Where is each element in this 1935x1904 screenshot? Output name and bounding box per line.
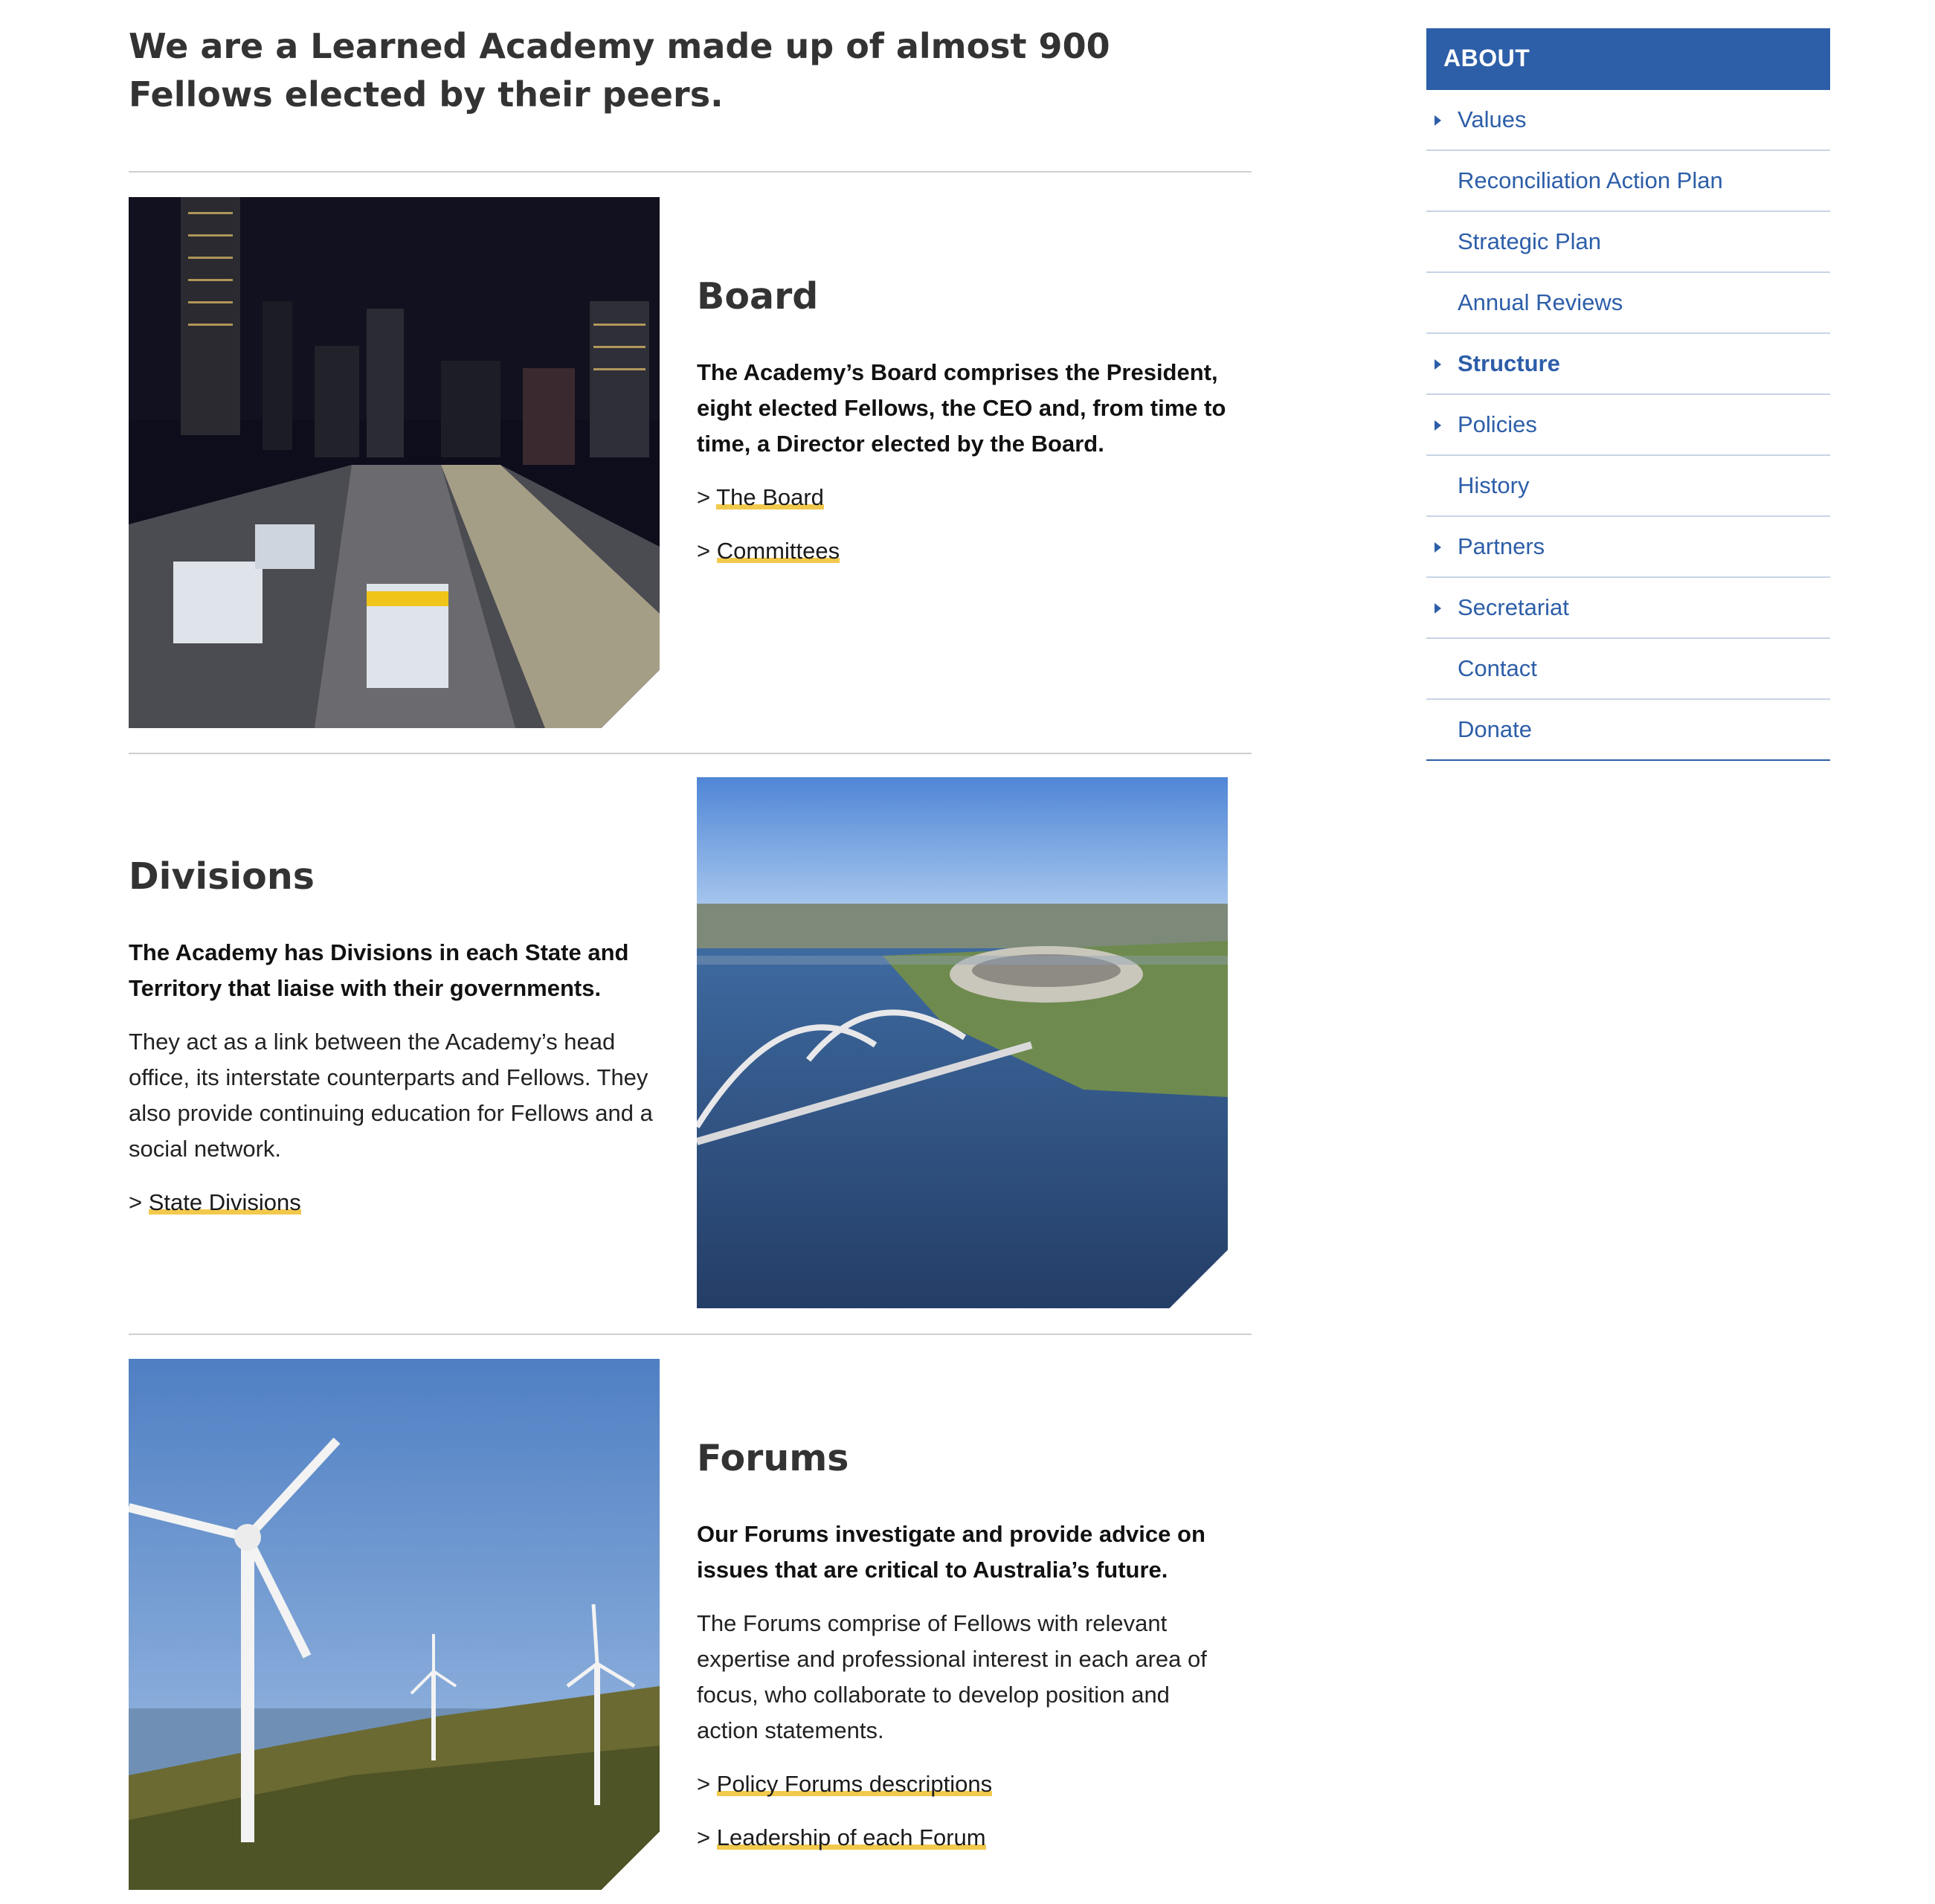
page-intro: We are a Learned Academy made up of almost 900 Fellows elected by their peers. xyxy=(129,26,1110,115)
sidebar-item-label: History xyxy=(1458,472,1530,498)
divisions-body: They act as a link between the Academy’s head office, its interstate counterparts and Fellows. They also provide continuing education for Fellows and a social network. xyxy=(129,1028,653,1162)
divisions-section xyxy=(129,855,660,1238)
sidebar-item-label: Donate xyxy=(1458,716,1532,742)
sidebar-item-label: Strategic Plan xyxy=(1458,228,1601,254)
sidebar-item-label: Partners xyxy=(1458,533,1545,559)
link-committees[interactable]: Committees xyxy=(716,537,840,564)
link-state-divisions-row xyxy=(129,1185,660,1220)
sidebar-item-label: Reconciliation Action Plan xyxy=(1458,167,1723,193)
sidebar-item-label: Values xyxy=(1458,106,1527,132)
forums-body: The Forums comprise of Fellows with relevant expertise and professional interest in each area of focus, who collaborate to develop position and action statements. xyxy=(697,1609,1207,1743)
link-forum-leadership-row xyxy=(697,1820,1228,1856)
sidebar-item-secretariat[interactable] xyxy=(1426,578,1830,639)
caret-right-icon xyxy=(1435,115,1441,126)
link-prefix: > xyxy=(697,1770,711,1797)
board-lead: The Academy’s Board comprises the President, eight elected Fellows, the CEO and, from time to time, a Director elected by the Board. xyxy=(697,358,1226,457)
forums-photo-wind-turbines xyxy=(129,1359,660,1890)
sidebar-item-label: Contact xyxy=(1458,655,1537,681)
divider xyxy=(129,753,1252,754)
sidebar-item-label: Annual Reviews xyxy=(1458,289,1623,315)
sidebar-item-partners[interactable] xyxy=(1426,517,1830,578)
caret-right-icon xyxy=(1435,420,1441,431)
sidebar-heading[interactable]: ABOUT xyxy=(1426,28,1830,90)
sidebar-item-donate[interactable] xyxy=(1426,700,1830,761)
sidebar-item-label: Secretariat xyxy=(1458,594,1569,620)
divisions-lead: The Academy has Divisions in each State and Territory that liaise with their governments. xyxy=(129,939,629,1001)
forums-lead: Our Forums investigate and provide advice on issues that are critical to Australia’s future. xyxy=(697,1520,1205,1583)
sidebar-item-contact[interactable] xyxy=(1426,639,1830,700)
sidebar-item-annual-reviews[interactable] xyxy=(1426,273,1830,334)
caret-right-icon xyxy=(1435,359,1441,370)
link-the-board[interactable]: The Board xyxy=(716,483,824,510)
divisions-title: Divisions xyxy=(129,855,315,898)
sidebar-item-history[interactable] xyxy=(1426,456,1830,517)
sidebar-item-label: Structure xyxy=(1458,350,1560,376)
link-policy-forums-descriptions[interactable]: Policy Forums descriptions xyxy=(716,1770,993,1797)
link-prefix: > xyxy=(697,483,711,510)
link-committees-row xyxy=(697,533,1228,569)
divisions-photo-stadium-river xyxy=(697,777,1228,1308)
link-leadership-of-each-forum[interactable]: Leadership of each Forum xyxy=(716,1824,986,1850)
caret-right-icon xyxy=(1435,542,1441,553)
sidebar-item-values[interactable] xyxy=(1426,90,1830,151)
link-prefix: > xyxy=(697,537,711,564)
link-prefix: > xyxy=(129,1189,143,1215)
sidebar-item-strategic-plan[interactable] xyxy=(1426,212,1830,273)
caret-right-icon xyxy=(1435,603,1441,614)
forums-title: Forums xyxy=(697,1437,849,1479)
sidebar-item-label: Policies xyxy=(1458,411,1537,437)
sidebar-item-policies[interactable] xyxy=(1426,395,1830,456)
link-the-board-row xyxy=(697,480,1228,515)
forums-section xyxy=(697,1437,1228,1874)
sidebar-item-structure[interactable] xyxy=(1426,334,1830,395)
link-state-divisions[interactable]: State Divisions xyxy=(148,1189,301,1215)
divider xyxy=(129,171,1252,173)
board-section xyxy=(697,275,1228,587)
sidebar-item-reconciliation-action-plan[interactable] xyxy=(1426,151,1830,212)
divider xyxy=(129,1334,1252,1335)
board-title: Board xyxy=(697,275,819,318)
about-sidebar-nav xyxy=(1426,28,1830,761)
link-policy-forums-row xyxy=(697,1766,1228,1802)
board-photo-city-bus-station xyxy=(129,197,660,728)
link-prefix: > xyxy=(697,1824,711,1850)
